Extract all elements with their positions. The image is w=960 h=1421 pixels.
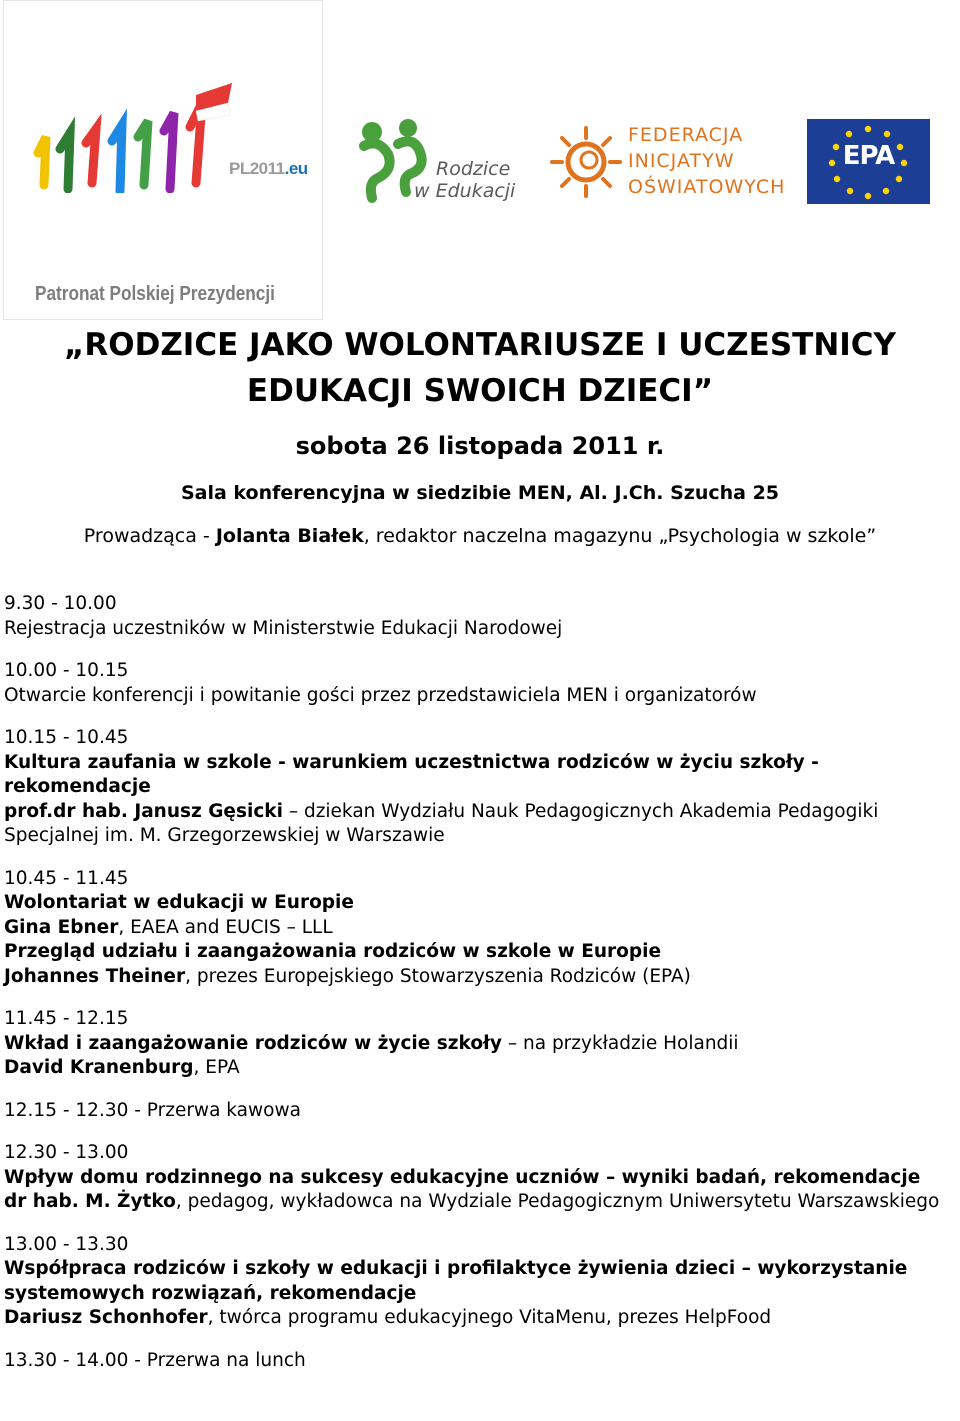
fio-line3: OŚWIATOWYCH [628,176,786,198]
agenda-item [4,726,960,849]
speaker-name: David Kranenburg [4,1057,194,1078]
rodzice-line2: w Edukacji [414,180,516,202]
agenda-item [4,592,960,641]
agenda-time: 13.00 - 13.30 [4,1233,129,1255]
epa-logo [807,119,930,204]
speaker-desc: , EAEA and EUCIS – LLL [118,916,333,938]
agenda-break: 12.15 - 12.30 - Przerwa kawowa [4,1099,301,1121]
speaker-desc: , prezes Europejskiego Stowarzyszenia Rodziców (EPA) [185,965,691,987]
document-title [0,322,960,414]
speaker-desc: – dziekan Wydziału Nauk Pedagogicznych Akademia Pedagogiki Specjalnej im. M. Grzegorzewskiej w Warszawie [4,800,879,846]
speaker-desc: , pedagog, wykładowca na Wydziale Pedagogicznym Uniwersytetu Warszawskiego [175,1191,940,1212]
speaker-desc: , twórca programu edukacyjnego VitaMenu, prezes HelpFood [207,1307,772,1328]
event-date: sobota 26 listopada 2011 r. [295,432,665,460]
fio-line1: FEDERACJA [628,124,744,146]
pl2011-suffix: .eu [284,159,308,178]
agenda [4,592,960,1391]
speaker-name: prof.dr hab. Janusz Gęsicki [4,800,283,822]
agenda-speaker-line [4,800,960,849]
agenda-item [4,1233,960,1331]
agenda-time: 10.15 - 10.45 [4,727,129,748]
agenda-speaker-line [4,916,960,941]
fio-line2: INICJATYW [628,150,735,172]
host-prefix: Prowadząca - [83,525,216,547]
event-venue: Sala konferencyjna w siedzibie MEN, Al. J.Ch. Szucha 25 [180,482,780,504]
agenda-topic: Wpływ domu rodzinnego na sukcesy edukacyjne uczniów – wyniki badań, rekomendacje [4,1166,921,1188]
host-suffix: , redaktor naczelna magazynu „Psychologia w szkole” [363,525,877,547]
speaker-name: Johannes Theiner [4,965,186,987]
agenda-topic-suffix: – na przykładzie Holandii [501,1032,739,1054]
speaker-name: Gina Ebner [4,916,119,938]
agenda-time: 11.45 - 12.15 [4,1008,129,1029]
agenda-topic: Kultura zaufania w szkole - warunkiem uczestnictwa rodziców w życiu szkoły - rekomendacje [4,751,819,797]
agenda-time: 10.00 - 10.15 [4,660,129,681]
agenda-topic: Przegląd udziału i zaangażowania rodziców w szkole w Europie [4,941,661,962]
agenda-item [4,1141,960,1215]
agenda-item [4,867,960,990]
pl2011-logo [3,0,323,320]
agenda-item [4,1099,960,1124]
event-host [0,525,960,547]
sun-icon [546,122,626,202]
agenda-speaker-line [4,1306,960,1331]
agenda-item [4,1349,960,1374]
speaker-desc: , EPA [193,1057,240,1078]
title-line2: EDUKACJI SWOICH DZIECI” [246,373,714,409]
pl2011-badge: PL2011 [229,159,285,178]
agenda-time: 12.30 - 13.00 [4,1142,129,1163]
agenda-desc: Otwarcie konferencji i powitanie gości przez przedstawiciela MEN i organizatorów [4,684,757,706]
title-line1: „RODZICE JAKO WOLONTARIUSZE I UCZESTNICY [64,327,896,363]
rodzice-w-edukacji-logo [358,118,518,208]
host-name: Jolanta Białek [215,525,364,547]
rodzice-line1: Rodzice [436,158,511,180]
agenda-desc: Rejestracja uczestników w Ministerstwie Edukacji Narodowej [4,617,563,639]
agenda-time: 9.30 - 10.00 [4,593,117,614]
fio-logo [546,122,786,202]
epa-text: EPA [842,141,895,171]
speaker-name: Dariusz Schonhofer [4,1307,208,1328]
pl2011-figures-graphic [24,73,234,193]
pl2011-text [229,159,308,179]
agenda-break: 13.30 - 14.00 - Przerwa na lunch [4,1349,306,1371]
patronat-text: Patronat Polskiej Prezydencji [35,283,275,305]
agenda-topic: Wkład i zaangażowanie rodziców w życie szkoły [4,1032,502,1054]
agenda-speaker-line [4,965,960,990]
agenda-speaker-line [4,1190,960,1215]
agenda-time: 10.45 - 11.45 [4,867,129,889]
agenda-item [4,1007,960,1081]
agenda-item [4,659,960,708]
agenda-speaker-line [4,1056,960,1081]
agenda-topic-line [4,1032,960,1057]
agenda-topic: Współpraca rodziców i szkoły w edukacji i profilaktyce żywienia dzieci – wykorzystanie systemowych rozwiązań, rekomendacje [4,1258,908,1304]
speaker-name: dr hab. M. Żytko [4,1191,176,1212]
agenda-topic: Wolontariat w edukacji w Europie [4,892,354,913]
